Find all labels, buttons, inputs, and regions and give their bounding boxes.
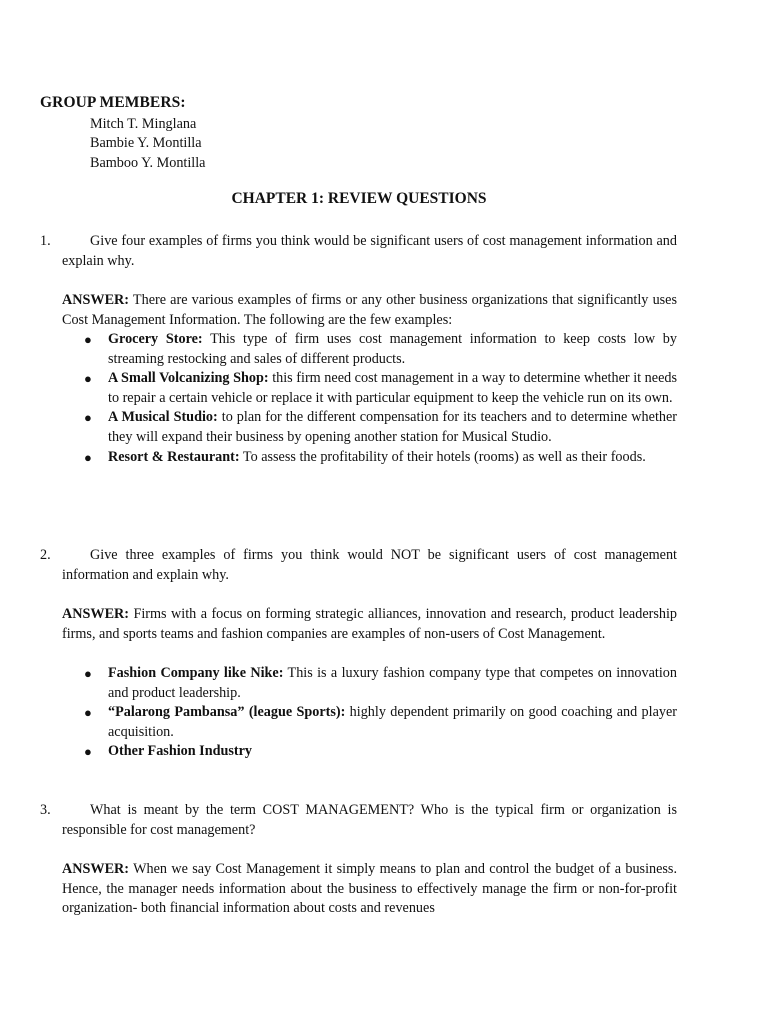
list-item: ● A Small Volcanizing Shop: this firm need cost management in a way to determine whether it needs to repair a certain vehicle or replace it with particular equipment to keep the vehicle run on its own. xyxy=(84,370,677,406)
list-item: ● Fashion Company like Nike: This is a luxury fashion company type that competes on innovation and product leadership. xyxy=(84,665,677,701)
question-3 xyxy=(40,801,677,840)
answer-text: There are various examples of firms or any other business organizations that significantly uses Cost Management Information. The following are the few examples: xyxy=(62,292,677,328)
answer-text: When we say Cost Management it simply means to plan and control the budget of a business. Hence, the manager needs information about the business to effectively manage the firm or non-for-profit organization- both financial information about costs and revenues xyxy=(62,861,677,917)
answer-label: ANSWER: xyxy=(62,861,130,877)
list-item: ● Grocery Store: This type of firm uses cost management information to keep costs low by streaming restocking and sales of different products. xyxy=(84,331,677,367)
list-item: ● Resort & Restaurant: To assess the profitability of their hotels (rooms) as well as their foods. xyxy=(84,448,646,465)
answer-text: Firms with a focus on forming strategic alliances, innovation and research, product leadership firms, and sports teams and fashion companies are examples of non-users of Cost Management. xyxy=(62,606,677,642)
group-members-list xyxy=(90,115,205,173)
question-number: 3. xyxy=(40,802,51,818)
answer-label: ANSWER: xyxy=(62,606,130,622)
question-number: 2. xyxy=(40,547,51,563)
question-text: Give three examples of firms you think would NOT be significant users of cost management information and explain why. xyxy=(62,547,677,583)
member-name: Bambie Y. Montilla xyxy=(90,135,202,152)
list-item: ● “Palarong Pambansa” (league Sports): highly dependent primarily on good coaching and player acquisition. xyxy=(84,704,678,740)
answer-2-list xyxy=(62,664,677,762)
member-name: Mitch T. Minglana xyxy=(90,116,197,132)
member-name: Bamboo Y. Montilla xyxy=(90,154,206,171)
question-text: Give four examples of firms you think would be significant users of cost management information and explain why. xyxy=(62,233,677,269)
list-item: ● Other Fashion Industry xyxy=(84,743,253,760)
answer-label: ANSWER: xyxy=(62,292,130,308)
group-members-heading: GROUP MEMBERS: xyxy=(40,94,186,111)
question-text: What is meant by the term COST MANAGEMENT? Who is the typical firm or organization is responsible for cost management? xyxy=(62,802,677,838)
answer-1-list xyxy=(62,330,677,467)
answer-2 xyxy=(62,605,677,644)
question-1 xyxy=(40,232,677,271)
list-item: ● A Musical Studio: to plan for the different compensation for its teachers and to determine whether they will expand their business by opening another station for Musical Studio. xyxy=(84,409,677,445)
question-number: 1. xyxy=(40,233,51,249)
chapter-title: CHAPTER 1: REVIEW QUESTIONS xyxy=(231,190,487,207)
answer-3 xyxy=(62,860,677,919)
question-2 xyxy=(40,546,677,585)
answer-1 xyxy=(62,291,677,330)
